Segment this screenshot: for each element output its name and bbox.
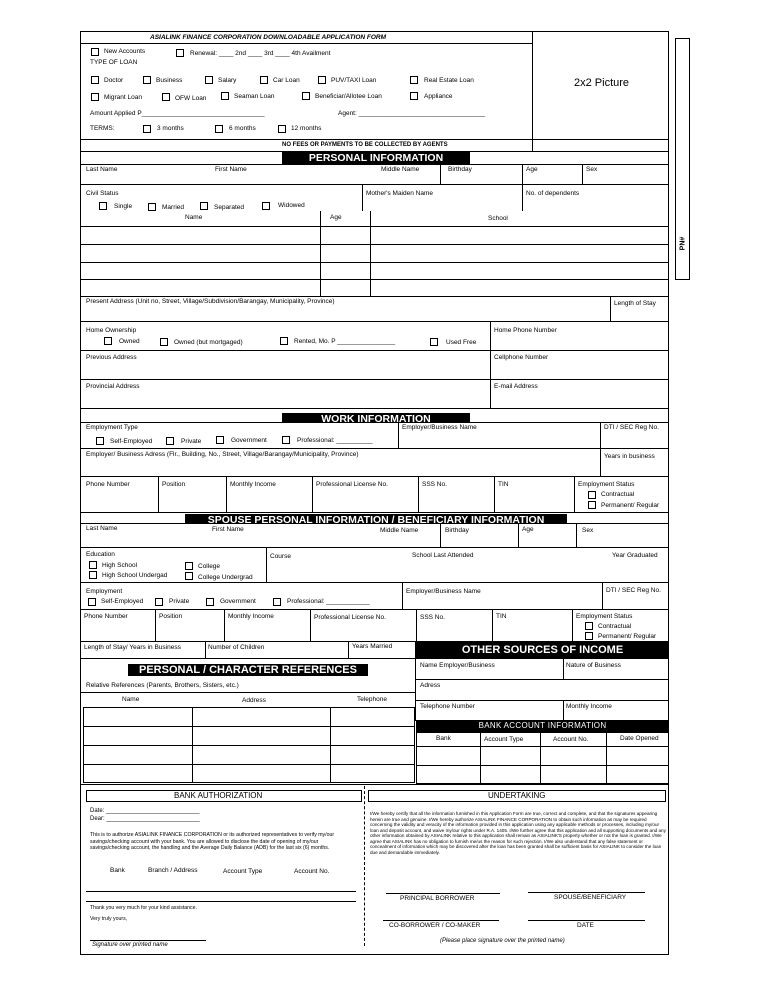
married-label: Married [162,204,185,211]
widowed-label: Widowed [278,202,305,209]
present-address-label: Present Address (Unit no, Street, Village/Subdivision/Barangay, Municipality, Province) [86,298,335,305]
term-12-label: 12 months [291,125,322,132]
other-income-header: OTHER SOURCES OF INCOME [416,641,669,659]
spouse-employer-label: Employer/Business Name [406,588,481,595]
spouse-phone-label: Phone Number [84,613,128,620]
salary-checkbox[interactable] [205,76,213,84]
spouse-first-name-label: First Name [212,526,244,533]
type-of-loan-label: TYPE OF LOAN [90,59,138,66]
school-last-attended-label: School Last Attended [412,552,474,559]
college-undergrad-checkbox[interactable] [185,572,193,580]
thanks-text: Thank you very much for your kind assistance. [90,905,197,911]
car-loan-checkbox[interactable] [260,76,268,84]
personal-info-header: PERSONAL INFORMATION [282,152,470,164]
ofw-label: OFW Loan [175,95,207,102]
undertaking-title: UNDERTAKING [488,791,546,800]
spouse-government-checkbox[interactable] [206,598,214,606]
beneficiary-checkbox[interactable] [302,92,310,100]
course-label: Course [270,553,291,560]
real-estate-label: Real Estate Loan [424,77,474,84]
home-ownership-label: Home Ownership [86,327,137,334]
spouse-self-employed-checkbox[interactable] [88,598,96,606]
business-label: Business [156,77,183,84]
private-label: Private [181,438,202,445]
principal-borrower-signature[interactable]: PRINCIPAL BORROWER [400,895,475,902]
children-label: Number of Children [208,644,265,651]
employer-label: Employer/Business Name [402,424,477,431]
private-checkbox[interactable] [166,437,174,445]
spouse-dti-label: DTI / SEC Reg No. [606,587,661,594]
provincial-address-label: Provincial Address [86,383,140,390]
term-6-checkbox[interactable] [215,125,223,133]
rented-field[interactable]: Rented, Mo. P ________________ [294,338,396,345]
contractual-checkbox[interactable] [588,491,596,499]
term-3-checkbox[interactable] [143,125,151,133]
separated-checkbox[interactable] [200,202,208,210]
account-no-label: Account No. [553,736,589,743]
cellphone-label: Cellphone Number [494,354,549,361]
other-telephone-label: Telephone Number [420,703,475,710]
real-estate-checkbox[interactable] [410,76,418,84]
other-income-label: Monthly Income [566,703,612,710]
self-employed-checkbox[interactable] [96,437,104,445]
new-accounts-label: New Accounts [104,48,146,55]
hs-undergrad-label: High School Undergad [102,572,168,579]
used-free-label: Used Free [446,339,477,346]
spouse-status-label: Employment Status [576,613,633,620]
work-info-header: WORK INFORMATION [282,413,470,423]
employment-status-label: Employment Status [578,481,635,488]
spouse-contractual-label: Contractual [598,623,632,630]
appliance-checkbox[interactable] [410,92,418,100]
work-phone-label: Phone Number [86,481,130,488]
sss-label: SSS No. [422,481,447,488]
co-borrower-signature[interactable]: CO-BORROWER / CO-MAKER [389,922,481,929]
ref-telephone-label: Telephone [357,696,387,703]
authorization-text: This is to authorize ASIALINK FINANCE CORPORATION or its authorized representatives to verify my/our savings/checking account with your bank. You are allowed to disclose the date of opening of my/our savings/checking account, the handling and the Average Daily Balance (ADB) for the last six (6) months. [90,832,335,851]
last-name-label: Last Name [86,166,118,173]
spouse-sss-label: SSS No. [420,614,445,621]
term-6-label: 6 months [229,125,256,132]
agent-field[interactable]: Agent: ___________________________________ [338,110,486,117]
permanent-label: Permanent/ Regular [601,502,660,509]
other-address-label: Adress [420,682,441,689]
spouse-employment-label: Employment [86,588,123,595]
migrant-label: Migrant Loan [104,94,142,101]
new-accounts-checkbox[interactable] [91,48,99,56]
relative-references-label: Relative References (Parents, Brothers, Sisters, etc.) [86,682,239,689]
date-opened-label: Date Opened [620,735,659,742]
married-checkbox[interactable] [148,203,156,211]
seaman-checkbox[interactable] [221,92,229,100]
permanent-checkbox[interactable] [588,501,596,509]
middle-name-label: Middle Name [381,166,420,173]
mortgaged-checkbox[interactable] [160,338,168,346]
education-label: Education [86,551,115,558]
spouse-self-employed-label: Self-Employed [101,598,144,605]
email-label: E-mail Address [494,383,538,390]
undertaking-date[interactable]: DATE [577,922,594,929]
maiden-name-label: Mother's Maiden Name [366,190,433,197]
beneficiary-label: Beneficiar/Allotee Loan [315,93,382,100]
ofw-checkbox[interactable] [162,93,170,101]
auth-account-no-label: Account No. [294,868,330,875]
owned-checkbox[interactable] [104,337,112,345]
nature-of-business-label: Nature of Business [566,662,621,669]
dear-field[interactable]: Dear: ____________________________ [90,816,200,822]
yours-text: Very truly yours, [90,916,128,922]
spouse-private-checkbox[interactable] [155,598,163,606]
spouse-professional-checkbox[interactable] [273,598,281,606]
appliance-label: Appliance [424,93,453,100]
separated-label: Separated [214,204,244,211]
used-free-checkbox[interactable] [430,338,438,346]
self-employed-label: Self-Employed [110,438,153,445]
high-school-label: High School [102,562,138,569]
terms-label: TERMS: [90,125,115,132]
auth-bank-label: Bank [110,867,125,874]
spouse-contractual-checkbox[interactable] [585,622,593,630]
tin-label: TIN [498,481,509,488]
spouse-length-of-stay-label: Length of Stay/ Years in Business [84,644,181,651]
spouse-middle-name-label: Middle Name [380,527,419,534]
spouse-info-header: SPOUSE PERSONAL INFORMATION / BENEFICIARY INFORMATION [185,514,567,524]
car-loan-label: Car Loan [273,77,300,84]
widowed-checkbox[interactable] [262,202,270,210]
mortgaged-label: Owned (but mortgaged) [174,339,243,346]
dependent-name-label: Name [185,214,203,221]
hs-undergrad-checkbox[interactable] [89,571,97,579]
term-3-label: 3 months [157,125,184,132]
spouse-professional-field[interactable]: Professional: ____________ [287,598,370,605]
spouse-sex-label: Sex [582,527,594,534]
college-checkbox[interactable] [185,562,193,570]
dti-label: DTI / SEC Reg No. [604,424,659,431]
spouse-last-name-label: Last Name [86,525,118,532]
salary-label: Salary [218,77,237,84]
college-label: College [198,563,221,570]
spouse-permanent-checkbox[interactable] [585,632,593,640]
ref-name-label: Name [122,696,140,703]
single-checkbox[interactable] [99,202,107,210]
references-header: PERSONAL / CHARACTER REFERENCES [128,664,368,676]
birthday-label: Birthday [448,166,472,173]
migrant-checkbox[interactable] [91,93,99,101]
bank-authorization-title: BANK AUTHORIZATION [174,791,263,800]
dependent-age-label: Age [330,214,342,221]
years-in-business-label: Years in business [604,453,655,460]
first-name-label: First Name [215,166,247,173]
government-checkbox[interactable] [216,436,224,444]
monthly-income-label: Monthly Income [230,481,276,488]
renewal-label: Renewal: ____ 2nd ____ 3rd ____ 4th Availment [190,50,331,57]
amount-applied-field[interactable]: Amount Applied P__________________________________ [90,110,265,117]
license-label: Professional License No. [316,481,388,488]
rented-checkbox[interactable] [280,337,288,345]
high-school-checkbox[interactable] [89,561,97,569]
spouse-private-label: Private [169,598,190,605]
signature-note: (Please place signature over the printed name) [440,938,565,944]
form-title: ASIALINK FINANCE CORPORATION DOWNLOADABLE APPLICATION FORM [150,34,387,41]
business-checkbox[interactable] [143,76,151,84]
auth-account-type-label: Account Type [223,868,263,875]
doctor-checkbox[interactable] [91,76,99,84]
spouse-income-label: Monthly Income [228,613,274,620]
bank-label: Bank [436,735,451,742]
contractual-label: Contractual [601,491,635,498]
previous-address-label: Previous Address [86,354,137,361]
ref-address-label: Address [242,697,266,704]
employer-address-label: Employer/ Business Adress (Flr., Building, No., Street, Village/Barangay/Municipality, Province) [86,451,359,458]
years-married-label: Years Married [352,643,393,650]
seaman-label: Seaman Loan [234,93,275,100]
spouse-position-label: Position [159,613,183,620]
date-field[interactable]: Date: ____________________________ [90,808,200,814]
year-graduated-label: Year Graduated [612,552,658,559]
term-12-checkbox[interactable] [278,125,286,133]
spouse-tin-label: TIN [496,613,507,620]
dependents-label: No. of dependents [526,190,580,197]
owned-label: Owned [119,338,140,345]
undertaking-text: I/We hereby certify that all the information furnished in this Application Form are true, correct and complete, and that the signatures appearing herein are true and genuine. I/We hereby authorize ASIALINK FINANCE CORPORATION to obtain such information as may be required concerning the validity and veracity of the information provided in this application using any applicable methods or processes, including my/our loan and deposit account, and waive my/our rights under R.A. 1405. I/We further agree that this application and all supporting documents and any other information obtained by ASIALINK relative to this application shall remain as ASIALINK'S property whether or not the loan is granted. I/We agree that ASIALINK has no obligation to furnish me/us the reason for such rejection. I/We also understand that any false statement or concealment of information which may be discovered after the loan has been granted shall be sufficient basis for ASIALINK to consider the loan due and demandable immediately. [370,811,666,855]
spouse-age-label: Age [522,526,534,533]
spouse-permanent-label: Permanent/ Regular [598,633,657,640]
picture-label: 2x2 Picture [574,77,630,89]
professional-field[interactable]: Professional: __________ [297,437,373,444]
puv-taxi-checkbox[interactable] [318,76,326,84]
length-of-stay-label: Length of Stay [614,300,656,307]
other-employer-label: Name Employer/Business [420,662,495,669]
single-label: Single [114,203,133,210]
bank-account-header: BANK ACCOUNT INFORMATION [416,720,669,732]
college-undergrad-label: College Undergrad [198,574,253,581]
spouse-signature[interactable]: SPOUSE/BENEFICIARY [554,894,627,901]
puv-taxi-label: PUV/TAXI Loan [331,77,377,84]
auth-signature-label: Signature over printed name [92,942,168,948]
doctor-label: Doctor [104,77,124,84]
auth-branch-label: Branch / Address [148,867,198,874]
employment-type-label: Employment Type [86,424,138,431]
professional-checkbox[interactable] [282,436,290,444]
pn-label: PN# [679,236,687,251]
spouse-government-label: Government [220,598,256,605]
civil-status-label: Civil Status [86,190,119,197]
renewal-checkbox[interactable] [176,49,184,57]
sex-label: Sex [586,166,598,173]
position-label: Position [162,481,186,488]
spouse-license-label: Professional License No. [314,614,386,621]
account-type-label: Account Type [484,736,524,743]
home-phone-label: Home Phone Number [494,327,557,334]
age-label: Age [526,166,538,173]
dependent-school-label: School [488,215,508,222]
no-fees-notice: NO FEES OR PAYMENTS TO BE COLLECTED BY AGENTS [282,142,448,148]
spouse-birthday-label: Birthday [445,527,469,534]
government-label: Government [231,437,267,444]
